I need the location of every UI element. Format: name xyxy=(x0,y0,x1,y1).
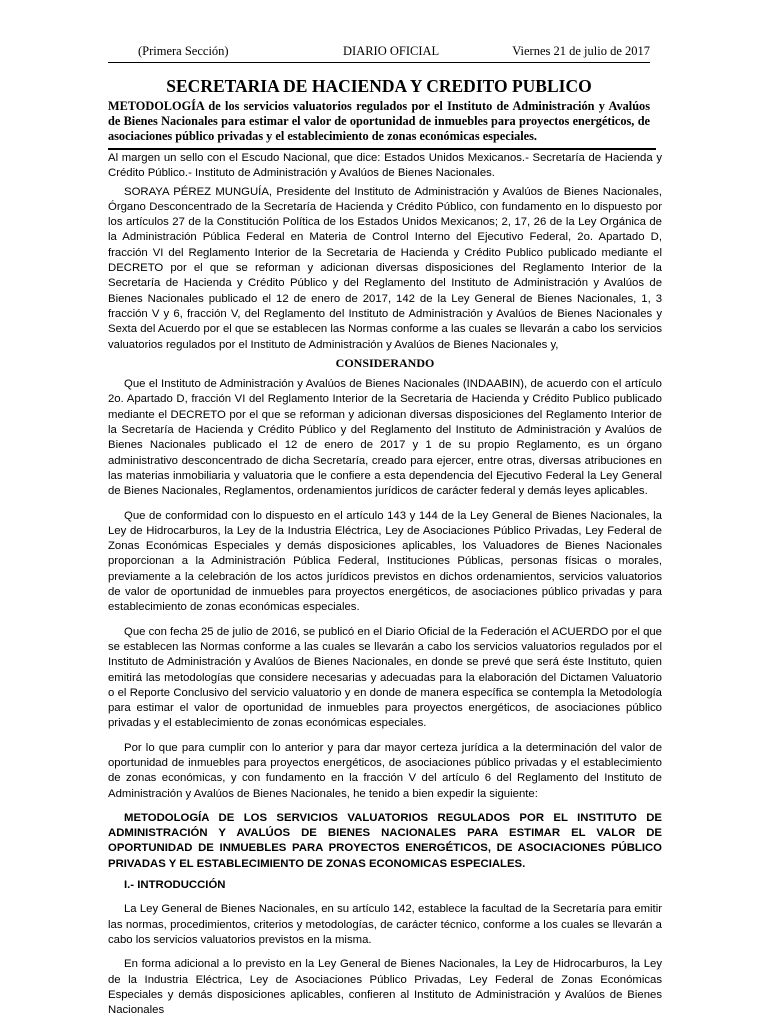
intro-paragraph-1: La Ley General de Bienes Nacionales, en su artículo 142, establece la facultad de la Secretaría para emitir las normas, procedimientos, criterios y metodologías, de carácter técnico, conforme a los cuales se llevarán a cabo los servicios valuatorios previstos en la misma. xyxy=(108,903,662,946)
page-header xyxy=(108,44,650,63)
considerando-paragraph-1: Que el Instituto de Administración y Avalúos de Bienes Nacionales (INDAABIN), de acuerdo con el artículo 2o. Apartado D, fracción VI del Reglamento Interior de la Secretaria de Hacienda y Crédito Publico publicado mediante el DECRETO por el que se reforman y adicionan diversas disposiciones del Reglamento Interior de la Secretaría de Hacienda y Crédito Público y del Reglamento del Instituto de Administración y Avalúos de Bienes Nacionales publicado el 12 de enero de 2017 y 1 de su propio Reglamento, es un órgano administrativo desconcentrado de dicha Secretaría, creado para ejercer, entre otras, diversas atribuciones en las materias inmobiliaria y valuatoria que le confiere a esta dependencia del Ejecutivo Federal la Ley General de Bienes Nacionales, Reglamentos, ordenamientos jurídicos de carácter federal y demás leyes aplicables. xyxy=(108,378,662,498)
preamble-paragraph: SORAYA PÉREZ MUNGUÍA, Presidente del Instituto de Administración y Avalúos de Bienes Nacionales, Órgano Desconcentrado de la Secretaría de Hacienda y Crédito Público, con fundamento en lo dispuesto por los artículos 27 de la Constitución Política de los Estados Unidos Mexicanos; 2, 17, 26 de la Ley Orgánica de la Administración Pública Federal en Materia de Control Interno del Ejecutivo Federal, 2o. Apartado D, fracción VI del Reglamento Interior de la Secretaria de Hacienda y Crédito Publico publicado mediante el DECRETO por el que se reforman y adicionan diversas disposiciones del Reglamento Interior de la Secretaría de Hacienda y Crédito Público y del Reglamento del Instituto de Administración y Avalúos de Bienes Nacionales publicado el 12 de enero de 2017, 142 de la Ley General de Bienes Nacionales, 1, 3 fracción V y 6, fracción V, del Reglamento del Instituto de Administración y Avalúos de Bienes Nacionales y Sexta del Acuerdo por el que se establecen las Normas conforme a las cuales se llevarán a cabo los servicios valuatorios regulados por el Instituto de Administración y Avalúos de Bienes Nacionales y, xyxy=(108,185,662,351)
considerando-paragraph-2: Que de conformidad con lo dispuesto en el artículo 143 y 144 de la Ley General de Bienes Nacionales, la Ley de Hidrocarburos, la Ley de la Industria Eléctrica, Ley de Asociaciones Público Privadas, Ley Federal de Zonas Económicas Especiales y demás disposiciones aplicables, los Valuadores de Bienes Nacionales proporcionan a la Administración Pública Federal, Instituciones Públicas, personas físicas o morales, previamente a la celebración de los actos jurídicos previstos en dichos ordenamientos, servicios valuatorios de valor de oportunidad de inmuebles para proyectos energéticos, de asociaciones público privadas y para establecimiento de zonas económicas especiales. xyxy=(108,509,662,614)
section-heading-introduccion: I.- INTRODUCCIÓN xyxy=(124,879,226,892)
intro-paragraph-2: En forma adicional a lo previsto en la Ley General de Bienes Nacionales, la Ley de Hidrocarburos, la Ley de la Industria Eléctrica, Ley de Asociaciones Público Privadas, Ley Federal de Zonas Económicas Especiales y demás disposiciones aplicables, confieren al Instituto de Administración y Avalúos de Bienes Nacionales xyxy=(108,958,662,1017)
summary-divider xyxy=(108,148,656,150)
document-summary: METODOLOGÍA de los servicios valuatorios regulados por el Instituto de Administración y Avalúos de Bienes Nacionales para estimar el valor de oportunidad de inmuebles para proyectos energéticos, de asociaciones público privadas y el establecimiento de zonas económicas especiales. xyxy=(108,99,650,143)
header-section: (Primera Sección) xyxy=(138,44,229,58)
seal-note: Al margen un sello con el Escudo Nacional, que dice: Estados Unidos Mexicanos.- Secretaría de Hacienda y Crédito Público.- Instituto de Administración y Avalúos de Bienes Nacionales. xyxy=(108,152,662,180)
considerando-paragraph-3: Que con fecha 25 de julio de 2016, se publicó en el Diario Oficial de la Federación el ACUERDO por el que se establecen las Normas conforme a las cuales se llevarán a cabo los servicios valuatorios regulados por el Instituto de Administración y Avalúos de Bienes Nacionales, en donde se prevé que será éste Instituto, quien emitirá las metodologías que considere necesarias y adecuadas para la elaboración del Dictamen Valuatorio o el Reporte Conclusivo del servicio valuatorio y en donde de manera específica se contempla la Metodología para estimar el valor de oportunidad de inmuebles para proyectos energéticos, de asociaciones público privadas y el establecimiento de zonas económicas especiales. xyxy=(108,625,662,730)
page-title: SECRETARIA DE HACIENDA Y CREDITO PUBLICO xyxy=(166,76,592,96)
considerando-heading: CONSIDERANDO xyxy=(335,355,435,370)
methodology-title: METODOLOGÍA DE LOS SERVICIOS VALUATORIOS REGULADOS POR EL INSTITUTO DE ADMINISTRACIÓN Y AVALÚOS DE BIENES NACIONALES PARA ESTIMAR EL VALOR DE OPORTUNIDAD DE INMUEBLES PARA PROYECTOS ENERGÉTICOS, DE ASOCIACIONES PÚBLICO PRIVADAS Y EL ESTABLECIMIENTO DE ZONAS ECONOMICAS ESPECIALES. xyxy=(108,811,662,870)
header-publication: DIARIO OFICIAL xyxy=(343,44,440,58)
document-body xyxy=(108,151,662,1027)
header-date: Viernes 21 de julio de 2017 xyxy=(512,44,650,58)
considerando-paragraph-4: Por lo que para cumplir con lo anterior y para dar mayor certeza jurídica a la determinación del valor de oportunidad de inmuebles para proyectos energéticos, de asociaciones público privadas y el establecimiento de zonas económicas, y con fundamento en la fracción V del artículo 6 del Reglamento del Instituto de Administración y Avalúos de Bienes Nacionales, he tenido a bien expedir la siguiente: xyxy=(108,741,662,800)
